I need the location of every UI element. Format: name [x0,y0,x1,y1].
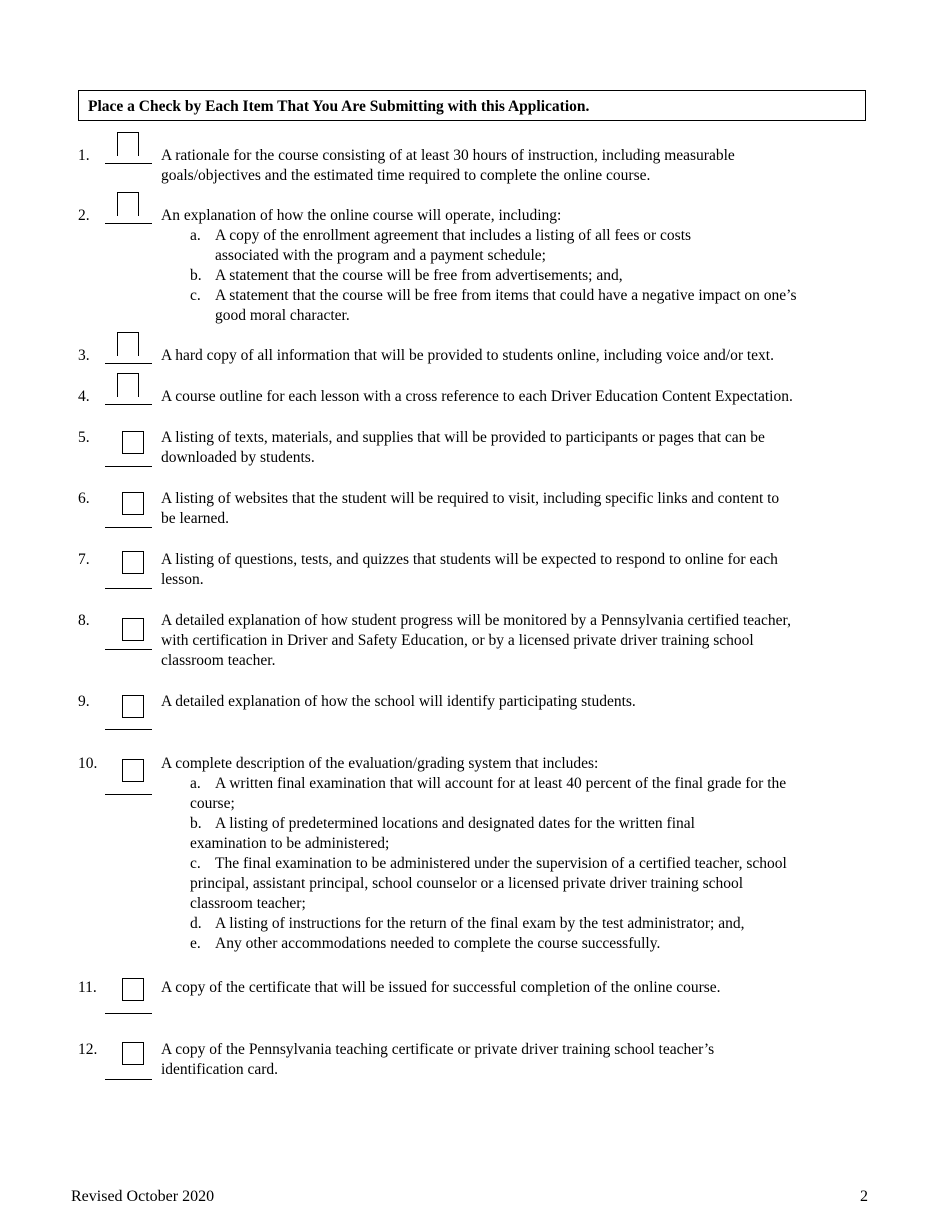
checkbox-item-8[interactable] [122,618,144,641]
sub-item-a: a. A copy of the enrollment agreement that includes a listing of all fees or costs associated with the program and a payment schedule; [190,227,692,264]
item-text: A copy of the certificate that will be issued for successful completion of the online course. [161,979,721,996]
item-number: 11. [78,979,97,996]
sub-item-e: e. Any other accommodations needed to complete the course successfully. [190,935,661,952]
checkbox-item-12[interactable] [122,1042,144,1065]
checkbox-underline [105,363,152,364]
checkbox-underline [105,223,152,224]
checkbox-underline [105,729,152,730]
checkbox-item-10[interactable] [122,759,144,782]
checkbox-underline [105,794,152,795]
checkbox-item-1[interactable] [117,132,139,156]
checkbox-item-2[interactable] [117,192,139,216]
checkbox-item-7[interactable] [122,551,144,574]
item-number: 9. [78,693,90,710]
checkbox-item-6[interactable] [122,492,144,515]
checkbox-underline [105,588,152,589]
checkbox-underline [105,649,152,650]
item-number: 8. [78,612,90,629]
checkbox-item-11[interactable] [122,978,144,1001]
item-text: An explanation of how the online course will operate, including: a. A copy of the enrollment agreement that includes a listing of all fees or costs associated with the program and a payment schedule; b. A statement that the course will be free from advertisements; and, c. A statement that the course will be free from items that could have a negative impact on one’s good moral character. [161,206,861,326]
item-number: 12. [78,1041,98,1058]
item-text: A complete description of the evaluation/grading system that includes: a. A written final examination that will account for at least 40 percent of the final grade for the course; b. A listing of predetermined locations and designated dates for the written final examination to be administered; c. The final examination to be administered under the supervision of a certified teacher, school principal, assistant principal, school counselor or a licensed private driver training school classroom teacher; d. A listing of instructions for the return of the final exam by the test administrator; and, e. Any other accommodations needed to complete the course successfully. [161,754,861,954]
sub-item-c: c. A statement that the course will be free from items that could have a negative impact on one’s good moral character. [190,287,797,324]
item-text: A listing of websites that the student will be required to visit, including specific links and content to be learned. [161,490,780,527]
item-text: A listing of texts, materials, and supplies that will be provided to participants or pages that can be downloaded by students. [161,429,765,466]
item-number: 4. [78,388,90,405]
checkbox-underline [105,527,152,528]
item-text: A course outline for each lesson with a cross reference to each Driver Education Content Expectation. [161,388,793,405]
item-number: 1. [78,147,90,164]
item-number: 6. [78,490,90,507]
checkbox-item-4[interactable] [117,373,139,397]
checkbox-underline [105,466,152,467]
sub-item-d: d. A listing of instructions for the return of the final exam by the test administrator; and, [190,915,745,932]
item-text: A detailed explanation of how student progress will be monitored by a Pennsylvania certified teacher, with certification in Driver and Safety Education, or by a licensed private driver training school classroom teacher. [161,612,791,669]
checkbox-item-3[interactable] [117,332,139,356]
checkbox-item-9[interactable] [122,695,144,718]
item-text: A hard copy of all information that will be provided to students online, including voice and/or text. [161,347,774,364]
checkbox-underline [105,404,152,405]
checkbox-underline [105,1079,152,1080]
item-text: A rationale for the course consisting of at least 30 hours of instruction, including measurable goals/objectives and the estimated time required to complete the online course. [161,147,735,184]
item-number: 10. [78,755,98,772]
sub-item-b: b. A statement that the course will be free from advertisements; and, [190,267,623,284]
sub-item-a: a. A written final examination that will account for at least 40 percent of the final grade for the course; [190,775,787,812]
item-number: 2. [78,207,90,224]
revision-date: Revised October 2020 [71,1188,215,1205]
sub-item-c: c. The final examination to be administered under the supervision of a certified teacher, school principal, assistant principal, school counselor or a licensed private driver training school classroom teacher; [190,855,787,912]
checklist-header: Place a Check by Each Item That You Are Submitting with this Application. [78,90,866,121]
page-number: 2 [860,1188,868,1205]
item-number: 3. [78,347,90,364]
item-number: 5. [78,429,90,446]
checkbox-underline [105,1013,152,1014]
sub-item-b: b. A listing of predetermined locations and designated dates for the written final examination to be administered; [190,815,695,852]
item-text: A listing of questions, tests, and quizzes that students will be expected to respond to online for each lesson. [161,551,778,588]
item-text: A detailed explanation of how the school will identify participating students. [161,693,636,710]
checkbox-underline [105,163,152,164]
item-number: 7. [78,551,90,568]
item-text: A copy of the Pennsylvania teaching certificate or private driver training school teacher’s identification card. [161,1041,715,1078]
checkbox-item-5[interactable] [122,431,144,454]
